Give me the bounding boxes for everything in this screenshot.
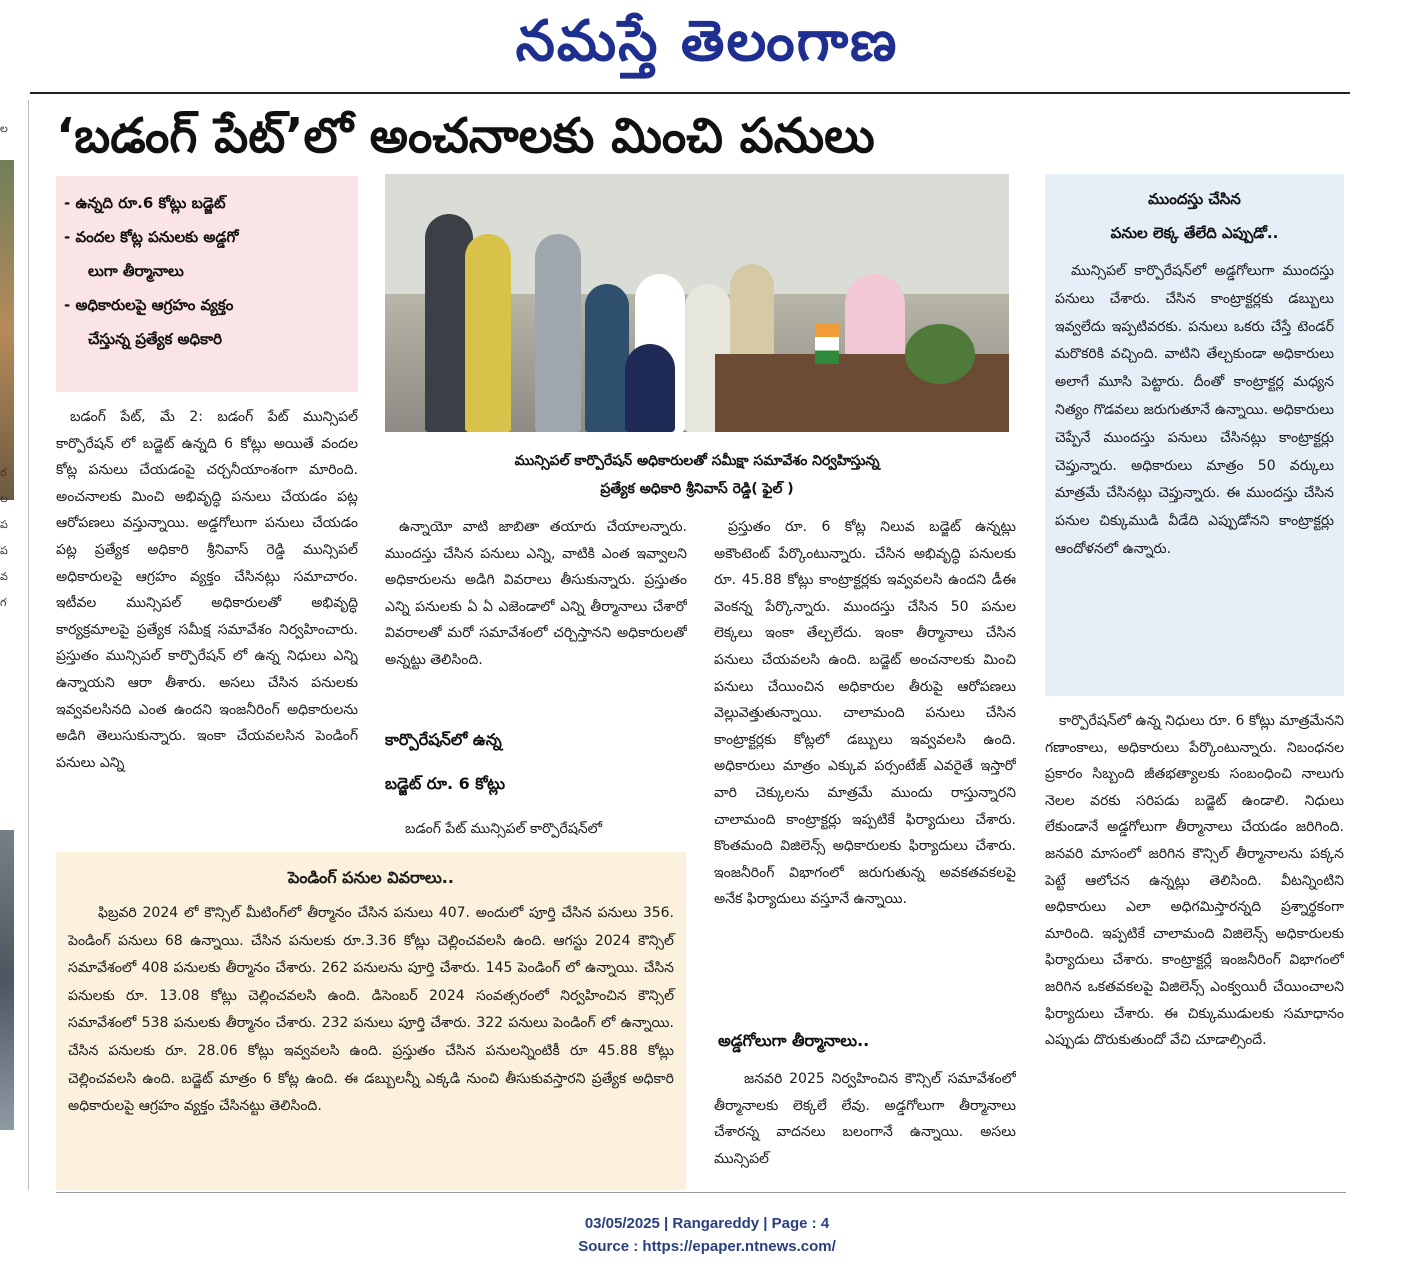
strip-letter: ప xyxy=(0,544,8,557)
article-paragraph: ప్రస్తుతం రూ. 6 కోట్ల నిలువ బడ్జెట్ ఉన్నట్లు అకౌంటెంట్ పేర్కొంటున్నారు. చేసిన అభివృద్ధి పనులకు రూ. 45.88 కోట్లు కాంట్రాక్టర్లకు ఇవ్వవలసి ఉందని డీఈ వెంకన్న పేర్కొన్నారు. ముందస్తు చేసిన 50 పనుల లెక్కలు ఇంకా తేల్చలేదు. ఇంకా తీర్మానాలు చేసిన పనులు చేయవలసి ఉంది. బడ్జెట్ అంచనాలకు మించి పనులు చేయించిన అధికారుల తీరుపై ఆరోపణలు వెల్లువెత్తుతున్నాయి. చాలామంది పనులు చేసిన కాంట్రాక్టర్లకు కోట్లలో డబ్బులు ఇవ్వవలసి ఉంది. అధికారులు మాత్రం ఎక్కువ పర్సంటేజ్ ఎవరైతే ఇస్తారో వారి చెక్కులను మాత్రమే ముందు రాస్తున్నారని చాలామంది కాంట్రాక్టర్లు ఇప్పటికే ఫిర్యాదులు చేశారు. కొంతమంది విజిలెన్స్ అధికారులకు ఫిర్యాదులు చేశారు. ఇంజనీరింగ్ విభాగంలో జరుగుతున్న అవకతవకలపై అనేక ఫిర్యాదులు వస్తూనే ఉన్నాయి. xyxy=(714,519,1016,908)
caption-line: మున్సిపల్ కార్పొరేషన్ అధికారులతో సమీక్షా సమావేశం నిర్వహిస్తున్న xyxy=(514,453,880,469)
pending-works-title: పెండింగ్ పనుల వివరాలు.. xyxy=(288,868,454,887)
subhead-line: కార్పొరేషన్‌లో ఉన్న xyxy=(385,730,502,749)
column-2-subhead xyxy=(385,725,687,799)
strip-letter: ర xyxy=(0,466,7,479)
strip-letter: ప xyxy=(0,518,8,531)
footer-date-edition: 03/05/2025 | Rangareddy | Page : 4 xyxy=(584,1215,830,1232)
adjacent-photo-bottom xyxy=(0,830,14,1130)
meeting-photo xyxy=(385,174,1009,432)
highlight-item: - ఉన్నది రూ.6 కోట్లు బడ్జెట్ xyxy=(64,194,226,212)
highlight-item: - వందల కోట్ల పనులకు అడ్డగో xyxy=(64,228,239,246)
article-headline: ‘బడంగ్ పేట్’లో అంచనాలకు మించి పనులు xyxy=(56,108,875,164)
column-3-subhead: అడ్డగోలుగా తీర్మానాలు.. xyxy=(718,1031,870,1050)
person-figure xyxy=(625,344,675,432)
sidebar-title: పనుల లెక్క తేలేది ఎప్పుడో.. xyxy=(1110,224,1279,242)
pending-works-box xyxy=(56,852,686,1190)
sidebar-box xyxy=(1045,174,1344,696)
article-column-3 xyxy=(714,514,1016,1014)
strip-letter: ల xyxy=(0,122,8,135)
person-figure xyxy=(585,284,629,432)
column-separator xyxy=(28,100,29,1190)
article-paragraph: ఉన్నాయో వాటి జాబితా తయారు చేయాలన్నారు. ముందస్తు చేసిన పనులు ఎన్ని, వాటికి ఎంత ఇవ్వాలని అధికారులను అడిగి వివరాలు తీసుకున్నారు. ప్రస్తుతం ఎన్ని పనులకు ఏ ఏ ఎజెండాలో ఎన్ని తీర్మానాలు చేశారో వివరాలతో మరో సమావేశంలో చర్చిస్తానని అధికారులతో అన్నట్టు తెలిసింది. xyxy=(385,519,687,668)
article-paragraph: బడంగ్ పేట్ మున్సిపల్ కార్పొరేషన్‌లో xyxy=(405,821,603,837)
subhead-line: బడ్జెట్ రూ. 6 కోట్లు xyxy=(385,774,506,793)
highlight-item: - అధికారులపై ఆగ్రహం వ్యక్తం xyxy=(64,296,234,314)
article-column-2-tail xyxy=(385,816,687,846)
highlight-item: చేస్తున్న ప్రత్యేక అధికారి xyxy=(88,330,223,348)
person-figure xyxy=(535,234,581,432)
sidebar-title: ముందస్తు చేసిన xyxy=(1148,190,1241,208)
adjacent-photo-top xyxy=(0,160,14,500)
article-paragraph: జనవరి 2025 నిర్వహించిన కౌన్సిల్ సమావేశంలో తీర్మానాలకు లెక్కలే లేవు. అడ్డగోలుగా తీర్మానాలు చేశారన్న వాదనలు బలంగానే ఉన్నాయి. అసలు మున్సిపల్ xyxy=(714,1071,1016,1167)
strip-letter: గ xyxy=(0,596,7,609)
article-column-3-tail xyxy=(714,1066,1016,1178)
article-paragraph: బడంగ్ పేట్, మే 2: బడంగ్ పేట్ మున్సిపల్ కార్పొరేషన్ లో బడ్జెట్ ఉన్నది 6 కోట్లు అయితే వందల కోట్ల పనులు చేయడంపై చర్చనీయాంశంగా మారింది. అంచనాలకు మించి అభివృద్ధి పనులు చేయడం పట్ల ఆరోపణలు వస్తున్నాయి. అడ్డగోలుగా పనులు చేయడం పట్ల ప్రత్యేక అధికారి శ్రీనివాస్ రెడ్డి మున్సిపల్ అధికారులపై ఆగ్రహం వ్యక్తం చేసినట్లు సమాచారం. ఇటీవల మున్సిపల్ అధికారులతో అభివృద్ధి కార్యక్రమాలపై ప్రత్యేక సమీక్ష సమావేశం నిర్వహించారు. ప్రస్తుతం మున్సిపల్ కార్పొరేషన్ లో ఉన్న నిధులు ఎన్ని ఉన్నాయని ఆరా తీశారు. అసలు చేసిన పనులకు ఇవ్వవలసినది ఎంత ఉందని ఇంజనీరింగ్ అధికారులను అడిగి తెలుసుకున్నారు. ఇంకా చేయవలసిన పెండింగ్ పనులు ఎన్ని xyxy=(56,409,358,771)
article-paragraph: కార్పొరేషన్‌లో ఉన్న నిధులు రూ. 6 కోట్లు మాత్రమేనని గణాంకాలు, అధికారులు పేర్కొంటున్నారు. నిబంధనల ప్రకారం సిబ్బంది జీతభత్యాలకు సంబంధించి నాలుగు నెలల వరకు సరిపడు బడ్జెట్ ఉండాలి. నిధులు లేకుండానే అడ్డగోలుగా తీర్మానాలు చేయడం జరిగింది. జనవరి మాసంలో జరిగిన కౌన్సిల్ తీర్మానాలను పక్కన పెట్టే ఆలోచన ఉన్నట్లు తెలిసింది. వీటన్నింటిని అధికారులు ఎలా అధిగమిస్తారన్నది ప్రశ్నార్థకంగా మారింది. ఇప్పటికే చాలామంది విజిలెన్స్ అధికారులకు ఫిర్యాదులు చేశారు. కాంట్రాక్టర్లే ఇంజనీరింగ్ విభాగంలో జరిగిన ఒకతవకలపై విజిలెన్స్ ఎంక్వయిరీ చేయించాలని ఫిర్యాదులు చేశారు. ఈ చిక్కుముడులకు సమాధానం ఎప్పుడు దొరుకుతుందో వేచి చూడాల్సిందే. xyxy=(1045,713,1344,1049)
masthead-logo: నమస్తే తెలంగాణ xyxy=(515,8,899,74)
article-column-1 xyxy=(56,404,358,844)
sidebar-body: మున్సిపల్ కార్పొరేషన్‌లో అడ్డగోలుగా ముందస్తు పనులు చేశారు. చేసిన కాంట్రాక్టర్లకు డబ్బులు ఇవ్వలేదు ఇప్పటివరకు. పనులు ఒకరు చేస్తే టెండర్ మరొకరికి వచ్చింది. వాటిని తేల్చకుండా అధికారులు అలాగే మూసి పెట్టారు. దీంతో కాంట్రాక్టర్ల మధ్యన నిత్యం గొడవలు జరుగుతూనే ఉన్నాయి. అధికారులు చెప్పేనే ముందస్తు పనులు చేసినట్లు కాంట్రాక్టర్లు చెప్తున్నారు. అధికారులు మాత్రం 50 వర్కులు మాత్రమే చేసినట్లు చెప్తున్నారు. ఈ ముందస్తు చేసిన పనుల చిక్కుముడి వీడేది ఎప్పుడోనని కాంట్రాక్టర్లు ఆందోళనలో ఉన్నారు. xyxy=(1055,263,1334,557)
caption-line: ప్రత్యేక అధికారి శ్రీనివాస్ రెడ్డి( ఫైల్ ) xyxy=(600,481,794,497)
highlights-box xyxy=(56,176,358,392)
flag-icon xyxy=(815,324,839,364)
strip-letter: వ xyxy=(0,570,8,583)
article-column-4 xyxy=(1045,708,1344,1184)
adjacent-page-strip xyxy=(0,100,20,1195)
person-figure xyxy=(465,234,511,432)
footer-source: Source : https://epaper.ntnews.com/ xyxy=(578,1238,836,1255)
pending-works-body: ఫిబ్రవరి 2024 లో కౌన్సిల్ మీటింగ్‌లో తీర్మానం చేసిన పనులు 407. అందులో పూర్తి చేసిన పనులు 356. పెండింగ్ పనులు 68 ఉన్నాయి. చేసిన పనులకు రూ.3.36 కోట్లు చెల్లించవలసి ఉంది. ఆగస్టు 2024 కౌన్సిల్ సమావేశంలో 408 పనులకు తీర్మానం చేశారు. 262 పనులను పూర్తి చేశారు. 145 పెండింగ్ లో ఉన్నాయి. చేసిన పనులకు రూ. 13.08 కోట్లు చెల్లించవలసి ఉంది. డిసెంబర్ 2024 సంవత్సరంలో నిర్వహించిన కౌన్సిల్ సమావేశంలో 538 పనులకు తీర్మానం చేశారు. 232 పనులు పూర్తి చేశారు. 322 పనులు పెండింగ్ లో ఉన్నాయి. చేసిన పనులకు రూ. 28.06 కోట్లు ఇవ్వవలసి ఉంది. ప్రస్తుతం చేసిన పనులన్నింటికీ రూ 45.88 కోట్లు చెల్లించవలసి ఉంది. బడ్జెట్ మాత్రం 6 కోట్ల ఉంది. ఈ డబ్బులన్నీ ఎక్కడి నుంచి తీసుకువస్తారని ప్రత్యేక అధికారి అధికారులపై ఆగ్రహం వ్యక్తం చేసినట్టు తెలిసింది. xyxy=(68,905,674,1115)
photo-caption xyxy=(385,447,1009,503)
plant-icon xyxy=(905,324,975,384)
highlight-item: లుగా తీర్మానాలు xyxy=(88,262,184,280)
bottom-rule xyxy=(56,1192,1346,1193)
masthead-rule xyxy=(30,92,1350,94)
article-column-2 xyxy=(385,514,687,700)
strip-letter: ల xyxy=(0,492,8,505)
